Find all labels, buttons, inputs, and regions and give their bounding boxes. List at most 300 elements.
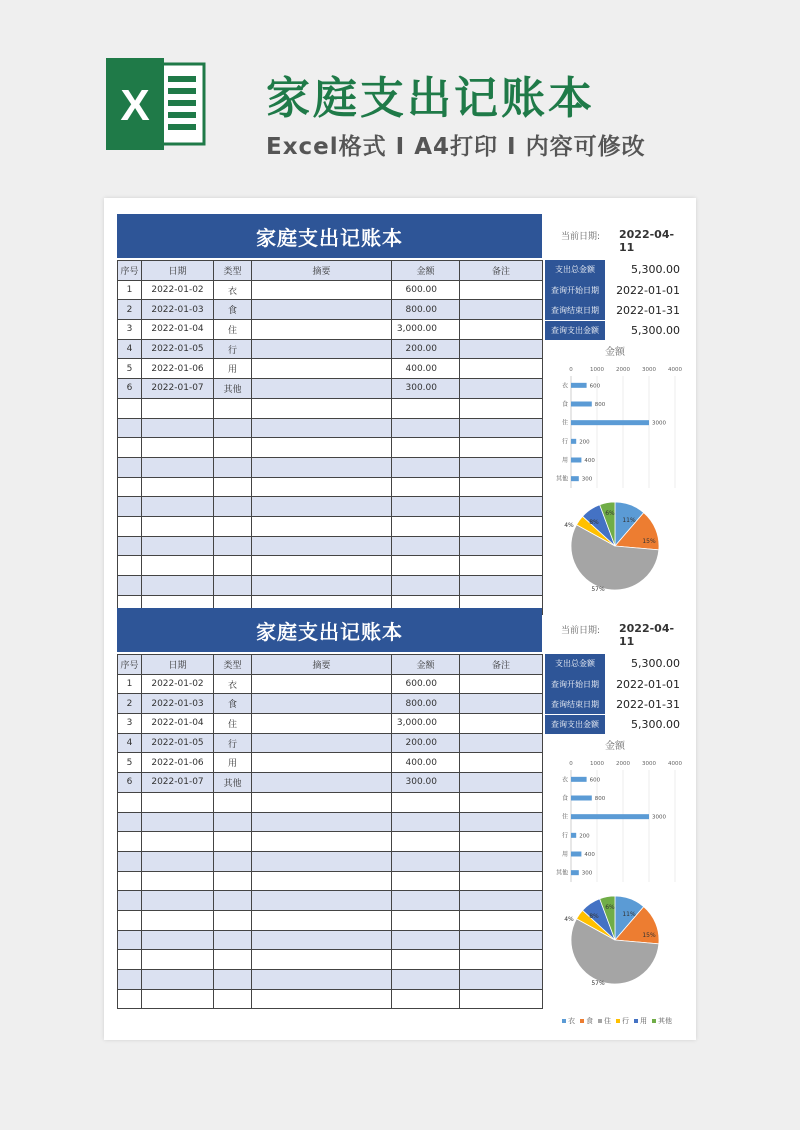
cell-type[interactable] <box>214 871 252 891</box>
cell-amount[interactable] <box>392 832 460 852</box>
cell-amount[interactable] <box>392 516 460 536</box>
table-row <box>118 556 543 576</box>
summary-value[interactable]: 5,300.00 <box>605 260 685 280</box>
summary-value[interactable]: 2022-01-01 <box>605 280 685 300</box>
bar-5 <box>571 870 579 875</box>
cell-no[interactable] <box>118 516 142 536</box>
cell-type[interactable]: 用 <box>214 753 252 773</box>
cell-summary[interactable] <box>252 576 392 596</box>
table-row <box>118 989 543 1009</box>
cell-note[interactable] <box>460 359 543 379</box>
cell-no[interactable] <box>118 910 142 930</box>
summary-value[interactable]: 5,300.00 <box>605 654 685 674</box>
legend-swatch <box>634 1019 638 1023</box>
cell-amount[interactable] <box>392 576 460 596</box>
cell-summary[interactable] <box>252 970 392 990</box>
cell-no[interactable] <box>118 812 142 832</box>
cell-date[interactable] <box>142 930 214 950</box>
cell-note[interactable] <box>460 871 543 891</box>
cell-note[interactable] <box>460 773 543 793</box>
bar-x-tick: 0 <box>569 761 573 767</box>
table-row <box>118 910 543 930</box>
cell-date[interactable] <box>142 457 214 477</box>
sheet-title: 家庭支出记账本 <box>117 214 542 258</box>
table-row <box>118 379 543 399</box>
cell-summary[interactable] <box>252 438 392 458</box>
cell-summary[interactable] <box>252 674 392 694</box>
cell-amount[interactable]: 3,000.00 <box>392 320 460 340</box>
cell-summary[interactable] <box>252 891 392 911</box>
cell-type[interactable] <box>214 457 252 477</box>
cell-note[interactable] <box>460 950 543 970</box>
cell-no[interactable] <box>118 477 142 497</box>
pie-pct-label: 11% <box>622 911 636 918</box>
bar-4 <box>571 852 581 857</box>
bar-0 <box>571 383 587 388</box>
amount-bar-chart <box>545 736 685 890</box>
cell-type[interactable]: 用 <box>214 359 252 379</box>
legend-swatch <box>598 1019 602 1023</box>
cell-amount[interactable]: 600.00 <box>392 280 460 300</box>
table-row <box>118 359 543 379</box>
cell-date[interactable]: 2022-01-03 <box>142 694 214 714</box>
cell-note[interactable] <box>460 556 543 576</box>
cell-amount[interactable] <box>392 812 460 832</box>
cell-type[interactable]: 衣 <box>214 280 252 300</box>
table-header-row <box>118 655 543 675</box>
cell-summary[interactable] <box>252 556 392 576</box>
summary-label: 查询结束日期 <box>545 300 605 320</box>
cell-summary[interactable] <box>252 733 392 753</box>
cell-note[interactable] <box>460 457 543 477</box>
cell-note[interactable] <box>460 733 543 753</box>
cell-amount[interactable] <box>392 457 460 477</box>
cell-date[interactable]: 2022-01-02 <box>142 280 214 300</box>
bar-category-label: 行 <box>561 438 568 446</box>
cell-date[interactable] <box>142 497 214 517</box>
table-header-row <box>118 261 543 281</box>
pie-pct-label: 4% <box>564 522 574 529</box>
cell-type[interactable] <box>214 812 252 832</box>
cell-note[interactable] <box>460 674 543 694</box>
column-header: 日期 <box>142 655 214 675</box>
cell-amount[interactable] <box>392 536 460 556</box>
legend-swatch <box>562 1019 566 1023</box>
cell-no[interactable]: 3 <box>118 714 142 734</box>
cell-amount[interactable] <box>392 418 460 438</box>
cell-note[interactable] <box>460 812 543 832</box>
cell-note[interactable] <box>460 418 543 438</box>
cell-no[interactable]: 5 <box>118 359 142 379</box>
cell-type[interactable] <box>214 970 252 990</box>
cell-summary[interactable] <box>252 871 392 891</box>
cell-type[interactable] <box>214 398 252 418</box>
cell-amount[interactable]: 200.00 <box>392 733 460 753</box>
cell-summary[interactable] <box>252 792 392 812</box>
table-row <box>118 536 543 556</box>
cell-date[interactable]: 2022-01-06 <box>142 359 214 379</box>
table-row <box>118 930 543 950</box>
bar-1 <box>571 402 592 407</box>
cell-type[interactable] <box>214 851 252 871</box>
cell-summary[interactable] <box>252 714 392 734</box>
cell-amount[interactable]: 800.00 <box>392 694 460 714</box>
cell-date[interactable] <box>142 832 214 852</box>
legend-label: 衣 <box>568 1017 575 1025</box>
cell-no[interactable] <box>118 851 142 871</box>
cell-date[interactable]: 2022-01-07 <box>142 773 214 793</box>
cell-type[interactable]: 住 <box>214 320 252 340</box>
summary-value[interactable]: 2022-01-31 <box>605 300 685 320</box>
legend-swatch <box>652 1019 656 1023</box>
bar-category-label: 食 <box>561 795 568 802</box>
cell-amount[interactable] <box>392 891 460 911</box>
table-row <box>118 280 543 300</box>
cell-type[interactable] <box>214 556 252 576</box>
summary-value[interactable]: 2022-01-31 <box>605 694 685 714</box>
pie-pct-label: 8% <box>589 519 599 526</box>
cell-type[interactable]: 行 <box>214 339 252 359</box>
cell-note[interactable] <box>460 398 543 418</box>
cell-no[interactable] <box>118 989 142 1009</box>
cell-type[interactable] <box>214 832 252 852</box>
table-row <box>118 694 543 714</box>
cell-summary[interactable] <box>252 989 392 1009</box>
cell-no[interactable]: 6 <box>118 379 142 399</box>
cell-no[interactable]: 1 <box>118 674 142 694</box>
cell-summary[interactable] <box>252 339 392 359</box>
cell-amount[interactable]: 600.00 <box>392 674 460 694</box>
cell-date[interactable] <box>142 576 214 596</box>
legend-item <box>562 1016 575 1026</box>
category-pie-chart <box>545 498 685 610</box>
cell-amount[interactable]: 200.00 <box>392 339 460 359</box>
cell-no[interactable] <box>118 438 142 458</box>
pie-pct-label: 15% <box>642 932 656 939</box>
cell-note[interactable] <box>460 516 543 536</box>
cell-note[interactable] <box>460 300 543 320</box>
cell-type[interactable]: 行 <box>214 733 252 753</box>
cell-amount[interactable] <box>392 398 460 418</box>
cell-type[interactable]: 其他 <box>214 773 252 793</box>
cell-date[interactable] <box>142 398 214 418</box>
cell-date[interactable] <box>142 851 214 871</box>
legend-label: 其他 <box>658 1017 672 1025</box>
bar-3 <box>571 833 576 838</box>
cell-summary[interactable] <box>252 516 392 536</box>
cell-note[interactable] <box>460 714 543 734</box>
cell-note[interactable] <box>460 832 543 852</box>
cell-summary[interactable] <box>252 320 392 340</box>
bar-chart-title: 金额 <box>605 741 625 752</box>
pie-pct-label: 8% <box>589 913 599 920</box>
table-row <box>118 970 543 990</box>
cell-note[interactable] <box>460 989 543 1009</box>
cell-type[interactable] <box>214 516 252 536</box>
cell-date[interactable] <box>142 516 214 536</box>
cell-type[interactable]: 其他 <box>214 379 252 399</box>
summary-value[interactable]: 2022-01-01 <box>605 674 685 694</box>
cell-no[interactable] <box>118 398 142 418</box>
bar-category-label: 用 <box>561 457 568 464</box>
cell-amount[interactable] <box>392 477 460 497</box>
cell-summary[interactable] <box>252 457 392 477</box>
legend-label: 住 <box>604 1017 611 1025</box>
cell-summary[interactable] <box>252 773 392 793</box>
cell-type[interactable] <box>214 477 252 497</box>
cell-date[interactable] <box>142 871 214 891</box>
cell-summary[interactable] <box>252 832 392 852</box>
cell-date[interactable]: 2022-01-06 <box>142 753 214 773</box>
bar-category-label: 用 <box>561 851 568 858</box>
cell-note[interactable] <box>460 970 543 990</box>
column-header: 备注 <box>460 655 543 675</box>
summary-value[interactable]: 5,300.00 <box>605 321 685 341</box>
cell-date[interactable] <box>142 970 214 990</box>
summary-row <box>545 280 685 300</box>
cell-amount[interactable] <box>392 930 460 950</box>
cell-type[interactable] <box>214 910 252 930</box>
cell-amount[interactable]: 300.00 <box>392 773 460 793</box>
page-subtitle: Excel格式 I A4打印 I 内容可修改 <box>266 134 646 160</box>
column-header: 日期 <box>142 261 214 281</box>
bar-category-label: 食 <box>561 401 568 408</box>
cell-amount[interactable] <box>392 910 460 930</box>
cell-note[interactable] <box>460 851 543 871</box>
cell-amount[interactable] <box>392 438 460 458</box>
cell-date[interactable] <box>142 910 214 930</box>
cell-date[interactable]: 2022-01-05 <box>142 339 214 359</box>
cell-amount[interactable] <box>392 497 460 517</box>
cell-note[interactable] <box>460 792 543 812</box>
cell-date[interactable]: 2022-01-03 <box>142 300 214 320</box>
bar-value-label: 300 <box>581 476 593 483</box>
cell-summary[interactable] <box>252 930 392 950</box>
excel-logo-icon <box>104 58 208 150</box>
table-row <box>118 753 543 773</box>
table-row <box>118 674 543 694</box>
bar-3 <box>571 439 576 444</box>
cell-note[interactable] <box>460 339 543 359</box>
cell-summary[interactable] <box>252 950 392 970</box>
cell-summary[interactable] <box>252 300 392 320</box>
table-row <box>118 773 543 793</box>
cell-type[interactable] <box>214 930 252 950</box>
summary-label: 查询结束日期 <box>545 694 605 714</box>
cell-type[interactable]: 衣 <box>214 674 252 694</box>
cell-no[interactable] <box>118 418 142 438</box>
table-row <box>118 497 543 517</box>
cell-no[interactable] <box>118 871 142 891</box>
legend-item <box>652 1016 672 1026</box>
table-row <box>118 871 543 891</box>
cell-amount[interactable] <box>392 792 460 812</box>
cell-summary[interactable] <box>252 359 392 379</box>
bar-category-label: 住 <box>561 813 568 821</box>
summary-row <box>545 300 685 320</box>
cell-note[interactable] <box>460 536 543 556</box>
cell-no[interactable] <box>118 497 142 517</box>
cell-note[interactable] <box>460 497 543 517</box>
column-header: 摘要 <box>252 655 392 675</box>
bar-x-tick: 0 <box>569 367 573 373</box>
bar-value-label: 800 <box>594 796 606 802</box>
table-row <box>118 851 543 871</box>
cell-no[interactable]: 5 <box>118 753 142 773</box>
bar-4 <box>571 458 581 463</box>
bar-1 <box>571 796 592 801</box>
column-header: 金额 <box>392 655 460 675</box>
cell-no[interactable] <box>118 457 142 477</box>
cell-type[interactable] <box>214 576 252 596</box>
cell-date[interactable] <box>142 989 214 1009</box>
cell-no[interactable] <box>118 556 142 576</box>
cell-type[interactable] <box>214 438 252 458</box>
cell-date[interactable]: 2022-01-04 <box>142 320 214 340</box>
cell-summary[interactable] <box>252 753 392 773</box>
cell-note[interactable] <box>460 753 543 773</box>
sheet-title: 家庭支出记账本 <box>117 608 542 652</box>
cell-type[interactable] <box>214 792 252 812</box>
cell-amount[interactable] <box>392 989 460 1009</box>
cell-amount[interactable] <box>392 970 460 990</box>
cell-amount[interactable] <box>392 851 460 871</box>
cell-summary[interactable] <box>252 536 392 556</box>
cell-type[interactable]: 食 <box>214 694 252 714</box>
cell-no[interactable] <box>118 536 142 556</box>
cell-note[interactable] <box>460 891 543 911</box>
cell-date[interactable]: 2022-01-07 <box>142 379 214 399</box>
cell-amount[interactable]: 400.00 <box>392 359 460 379</box>
cell-summary[interactable] <box>252 280 392 300</box>
cell-type[interactable] <box>214 950 252 970</box>
cell-amount[interactable]: 3,000.00 <box>392 714 460 734</box>
table-row <box>118 950 543 970</box>
cell-no[interactable]: 6 <box>118 773 142 793</box>
cell-amount[interactable] <box>392 871 460 891</box>
bar-value-label: 400 <box>584 458 595 464</box>
summary-row <box>545 694 685 714</box>
cell-type[interactable] <box>214 989 252 1009</box>
ledger-table <box>117 654 543 1009</box>
cell-type[interactable] <box>214 891 252 911</box>
cell-type[interactable] <box>214 497 252 517</box>
cell-summary[interactable] <box>252 910 392 930</box>
legend-label: 食 <box>586 1017 593 1025</box>
summary-label: 支出总金额 <box>545 260 605 280</box>
cell-note[interactable] <box>460 438 543 458</box>
cell-summary[interactable] <box>252 418 392 438</box>
summary-label: 查询支出金额 <box>545 321 605 341</box>
pie-pct-label: 4% <box>564 916 574 923</box>
summary-panel <box>545 260 685 341</box>
cell-date[interactable] <box>142 536 214 556</box>
legend-item <box>598 1016 611 1026</box>
cell-date[interactable] <box>142 891 214 911</box>
cell-no[interactable]: 4 <box>118 339 142 359</box>
cell-summary[interactable] <box>252 477 392 497</box>
cell-date[interactable]: 2022-01-02 <box>142 674 214 694</box>
cell-no[interactable] <box>118 832 142 852</box>
table-row <box>118 457 543 477</box>
summary-value[interactable]: 5,300.00 <box>605 715 685 735</box>
cell-no[interactable] <box>118 930 142 950</box>
cell-note[interactable] <box>460 694 543 714</box>
cell-type[interactable] <box>214 418 252 438</box>
cell-date[interactable] <box>142 438 214 458</box>
cell-summary[interactable] <box>252 851 392 871</box>
cell-type[interactable]: 住 <box>214 714 252 734</box>
cell-date[interactable]: 2022-01-04 <box>142 714 214 734</box>
spreadsheet-paper <box>104 198 696 1040</box>
cell-date[interactable] <box>142 792 214 812</box>
cell-summary[interactable] <box>252 379 392 399</box>
cell-amount[interactable]: 300.00 <box>392 379 460 399</box>
summary-label: 查询开始日期 <box>545 280 605 300</box>
cell-no[interactable]: 1 <box>118 280 142 300</box>
cell-no[interactable] <box>118 792 142 812</box>
cell-no[interactable]: 2 <box>118 300 142 320</box>
cell-amount[interactable]: 800.00 <box>392 300 460 320</box>
cell-date[interactable] <box>142 418 214 438</box>
cell-summary[interactable] <box>252 812 392 832</box>
bar-category-label: 其他 <box>555 475 568 483</box>
legend-item <box>616 1016 629 1026</box>
cell-date[interactable] <box>142 477 214 497</box>
cell-amount[interactable] <box>392 556 460 576</box>
cell-amount[interactable] <box>392 950 460 970</box>
bar-category-label: 行 <box>561 832 568 840</box>
cell-note[interactable] <box>460 910 543 930</box>
cell-note[interactable] <box>460 280 543 300</box>
legend-item <box>580 1016 593 1026</box>
bar-value-label: 600 <box>589 777 601 784</box>
legend-swatch <box>616 1019 620 1023</box>
cell-summary[interactable] <box>252 497 392 517</box>
cell-no[interactable] <box>118 950 142 970</box>
cell-summary[interactable] <box>252 398 392 418</box>
pie-pct-label: 57% <box>591 980 605 987</box>
date-value[interactable]: 2022-04-11 <box>619 622 675 648</box>
cell-no[interactable]: 3 <box>118 320 142 340</box>
cell-no[interactable]: 2 <box>118 694 142 714</box>
cell-date[interactable] <box>142 556 214 576</box>
cell-note[interactable] <box>460 576 543 596</box>
cell-note[interactable] <box>460 320 543 340</box>
table-row <box>118 516 543 536</box>
cell-note[interactable] <box>460 477 543 497</box>
bar-0 <box>571 777 587 782</box>
cell-type[interactable]: 食 <box>214 300 252 320</box>
cell-note[interactable] <box>460 930 543 950</box>
cell-no[interactable] <box>118 891 142 911</box>
cell-no[interactable] <box>118 576 142 596</box>
cell-amount[interactable]: 400.00 <box>392 753 460 773</box>
date-value[interactable]: 2022-04-11 <box>619 228 675 254</box>
cell-no[interactable]: 4 <box>118 733 142 753</box>
cell-date[interactable] <box>142 812 214 832</box>
cell-type[interactable] <box>214 536 252 556</box>
cell-note[interactable] <box>460 379 543 399</box>
summary-row <box>545 654 685 674</box>
cell-no[interactable] <box>118 970 142 990</box>
column-header: 金额 <box>392 261 460 281</box>
cell-date[interactable] <box>142 950 214 970</box>
bar-value-label: 200 <box>579 439 590 446</box>
cell-date[interactable]: 2022-01-05 <box>142 733 214 753</box>
bar-value-label: 300 <box>581 870 593 877</box>
cell-summary[interactable] <box>252 694 392 714</box>
